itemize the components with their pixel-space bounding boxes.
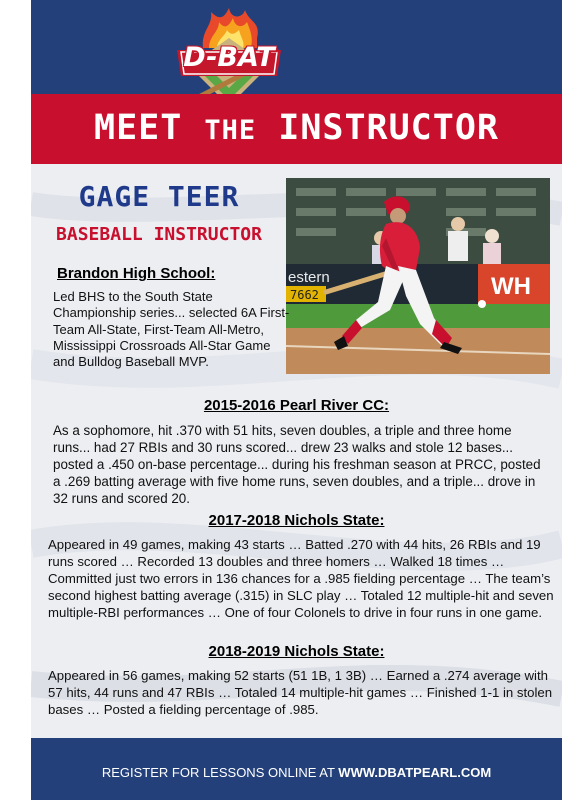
title-part-instructor: INSTRUCTOR (256, 108, 499, 148)
logo-text: D-BAT (183, 42, 275, 73)
section-body-nichols-2017: Appeared in 49 games, making 43 starts … Batted .270 with 44 hits, 26 RBIs and 19 runs scored … Recorded 13 doubles and three homers … Walked 18 times … Committed just two errors in 136 chances for a .985 fielding percentage … The team’s second highest batting average (.315) in SLC play … Totaled 12 multiple-hit and seven multiple-RBI performances … One of four Colonels to drive in four runs in one game. (48, 537, 554, 620)
section-title-brandon-high: Brandon High School: (57, 265, 216, 282)
flyer (31, 0, 562, 800)
section-title-nichols-2017: 2017-2018 Nichols State: (208, 512, 385, 529)
page-title (31, 108, 562, 148)
wall-text: WH (491, 273, 531, 300)
footer-url-link[interactable]: WWW.DBATPEARL.COM (338, 765, 492, 780)
instructor-photo (286, 178, 550, 374)
scoreboard-text: estern (288, 269, 330, 286)
footer-prefix: REGISTER FOR LESSONS ONLINE AT (101, 765, 339, 780)
instructor-name: GAGE TEER (78, 180, 240, 213)
instructor-role: BASEBALL INSTRUCTOR (56, 224, 262, 245)
title-part-the: THE (204, 115, 257, 146)
section-body-nichols-2018: Appeared in 56 games, making 52 starts (51 1B, 1 3B) … Earned a .274 average with 57 hits, 44 runs and 47 RBIs … Totaled 14 multiple-hit games … Finished 1-1 in stolen bases … Posted a fielding percentage of .985. (48, 668, 553, 717)
section-title-nichols-2018: 2018-2019 Nichols State: (208, 643, 385, 660)
footer-register (31, 765, 562, 780)
scoreboard-number: 7662 (290, 288, 319, 302)
section-body-brandon-high: Led BHS to the South State Championship series... selected 6A First-Team All-State, First-Team All-Metro, Mississippi Crossroads All-Star Game and Bulldog Baseball MVP. (53, 289, 290, 370)
section-title-pearl-river: 2015-2016 Pearl River CC: (203, 397, 390, 414)
dbat-logo (173, 8, 285, 108)
batter-illustration (286, 178, 550, 374)
title-part-meet: MEET (94, 108, 205, 148)
section-body-pearl-river: As a sophomore, hit .370 with 51 hits, seven doubles, a triple and three home runs... had 27 RBIs and 30 runs scored... drew 23 walks and stole 12 bases... posted a .450 on-base percentage... during his freshman season at PRCC, posted a .269 batting average with five home runs, seven doubles, and a triple... drove in 32 runs and scored 20. (53, 423, 541, 506)
header-band (31, 0, 562, 94)
